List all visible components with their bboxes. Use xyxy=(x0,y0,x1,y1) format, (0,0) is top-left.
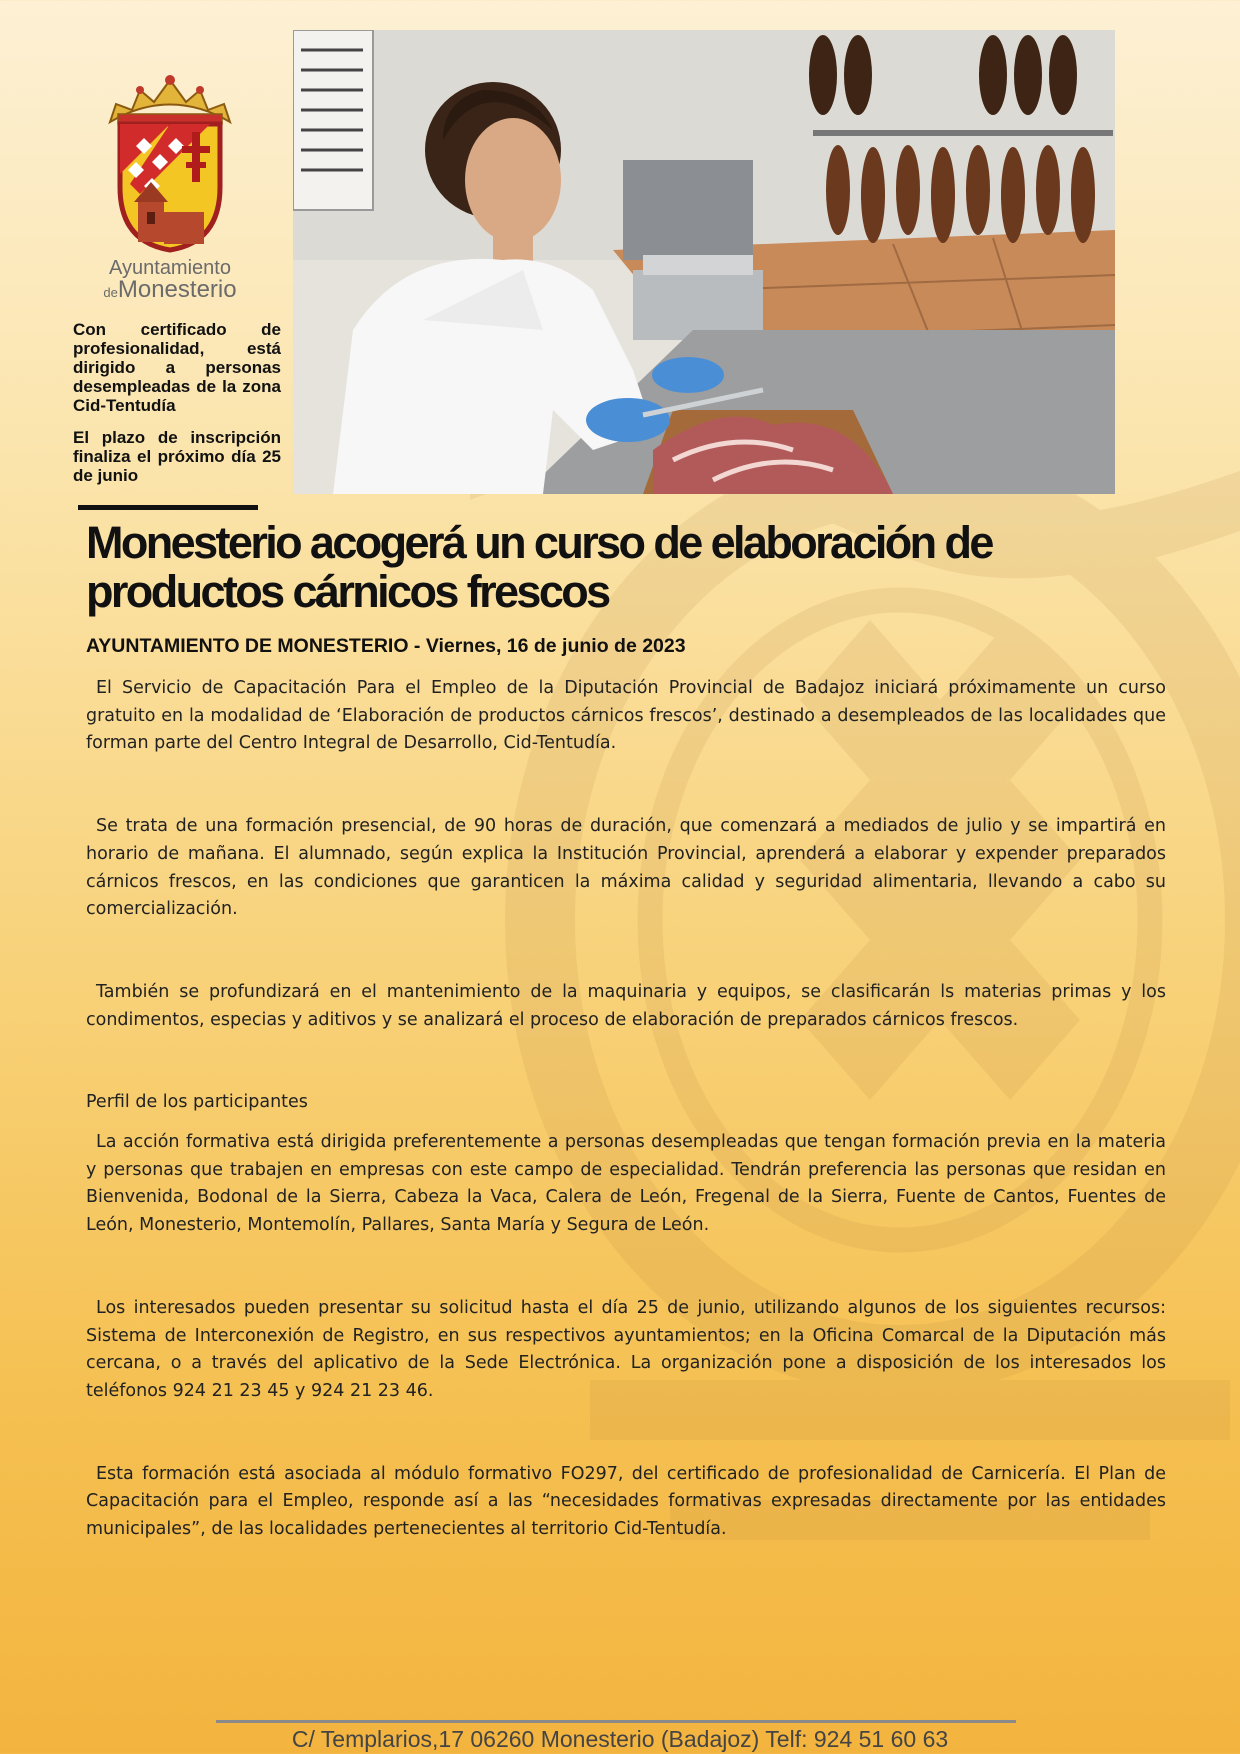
butcher-training-photo xyxy=(293,30,1115,494)
article-body xyxy=(86,675,1166,1599)
coat-of-arms-icon xyxy=(100,62,240,258)
sidebar-divider xyxy=(78,505,258,510)
article-title: Monesterio acogerá un curso de elaboración de productos cárnicos frescos xyxy=(86,517,992,617)
article-paragraph: El Servicio de Capacitación Para el Empleo de la Diputación Provincial de Badajoz iniciará próximamente un curso gratuito en la modalidad de ‘Elaboración de productos cárnicos frescos’, destinado a desempleados de las localidades que forman parte del Centro Integral de Desarrollo, Cid-Tentudía. xyxy=(86,678,1166,754)
article-paragraph: Los interesados pueden presentar su solicitud hasta el día 25 de junio, utilizando algunos de los siguientes recursos: Sistema de Interconexión de Registro, en sus respectivos ayuntamientos; en la Oficina Comarcal de la Diputación más cercana, o a través del aplicativo de la Sede Electrónica. La organización pone a disposición de los interesados los teléfonos 924 21 23 45 y 924 21 23 46. xyxy=(86,1297,1166,1401)
logo-line-1: Ayuntamiento xyxy=(109,257,231,279)
sidebar-note-deadline: El plazo de inscripción finaliza el próximo día 25 de junio xyxy=(73,428,281,485)
footer-address: C/ Templarios,17 06260 Monesterio (Badajoz) Telf: 924 51 60 63 xyxy=(291,1726,949,1752)
article-paragraph: Esta formación está asociada al módulo formativo FO297, del certificado de profesionalidad de Carnicería. El Plan de Capacitación para el Empleo, responde así a las “necesidades formativas expresadas directamente por las entidades municipales”, de las localidades pertenecientes al territorio Cid-Tentudía. xyxy=(86,1463,1166,1540)
article-paragraph: Se trata de una formación presencial, de 90 horas de duración, que comenzará a mediados de julio y se impartirá en horario de mañana. El alumnado, según explica la Institución Provincial, aprenderá a elaborar y expender preparados cárnicos frescos, en las condiciones que garanticen la máxima calidad y seguridad alimentaria, llevando a cabo su comercialización. xyxy=(86,816,1166,920)
logo-line-2: Monesterio xyxy=(117,276,237,303)
sidebar-note-certificate: Con certificado de profesionalidad, está dirigido a personas desempleadas de la zona Cid-Tentudía xyxy=(73,320,281,415)
article-byline: AYUNTAMIENTO DE MONESTERIO - Viernes, 16 de junio de 2023 xyxy=(86,635,686,657)
ayuntamiento-logo xyxy=(95,62,245,302)
article-paragraph: La acción formativa está dirigida preferentemente a personas desempleadas que tengan formación previa en la materia y personas que trabajen en empresas con este campo de especialidad. Tendrán preferencia las personas que residan en Bienvenida, Bodonal de la Sierra, Cabeza la Vaca, Calera de León, Fregenal de la Sierra, Fuente de Cantos, Fuentes de León, Monesterio, Montemolín, Pallares, Santa María y Segura de León. xyxy=(86,1132,1166,1236)
footer-divider xyxy=(216,1720,1016,1723)
logo-line-2-prefix: de xyxy=(103,285,118,300)
article-subheading: Perfil de los participantes xyxy=(86,1092,308,1113)
article-paragraph: También se profundizará en el mantenimiento de la maquinaria y equipos, se clasificarán ls materias primas y los condimentos, especias y aditivos y se analizará el proceso de elaboración de preparados cárnicos frescos. xyxy=(86,981,1166,1030)
